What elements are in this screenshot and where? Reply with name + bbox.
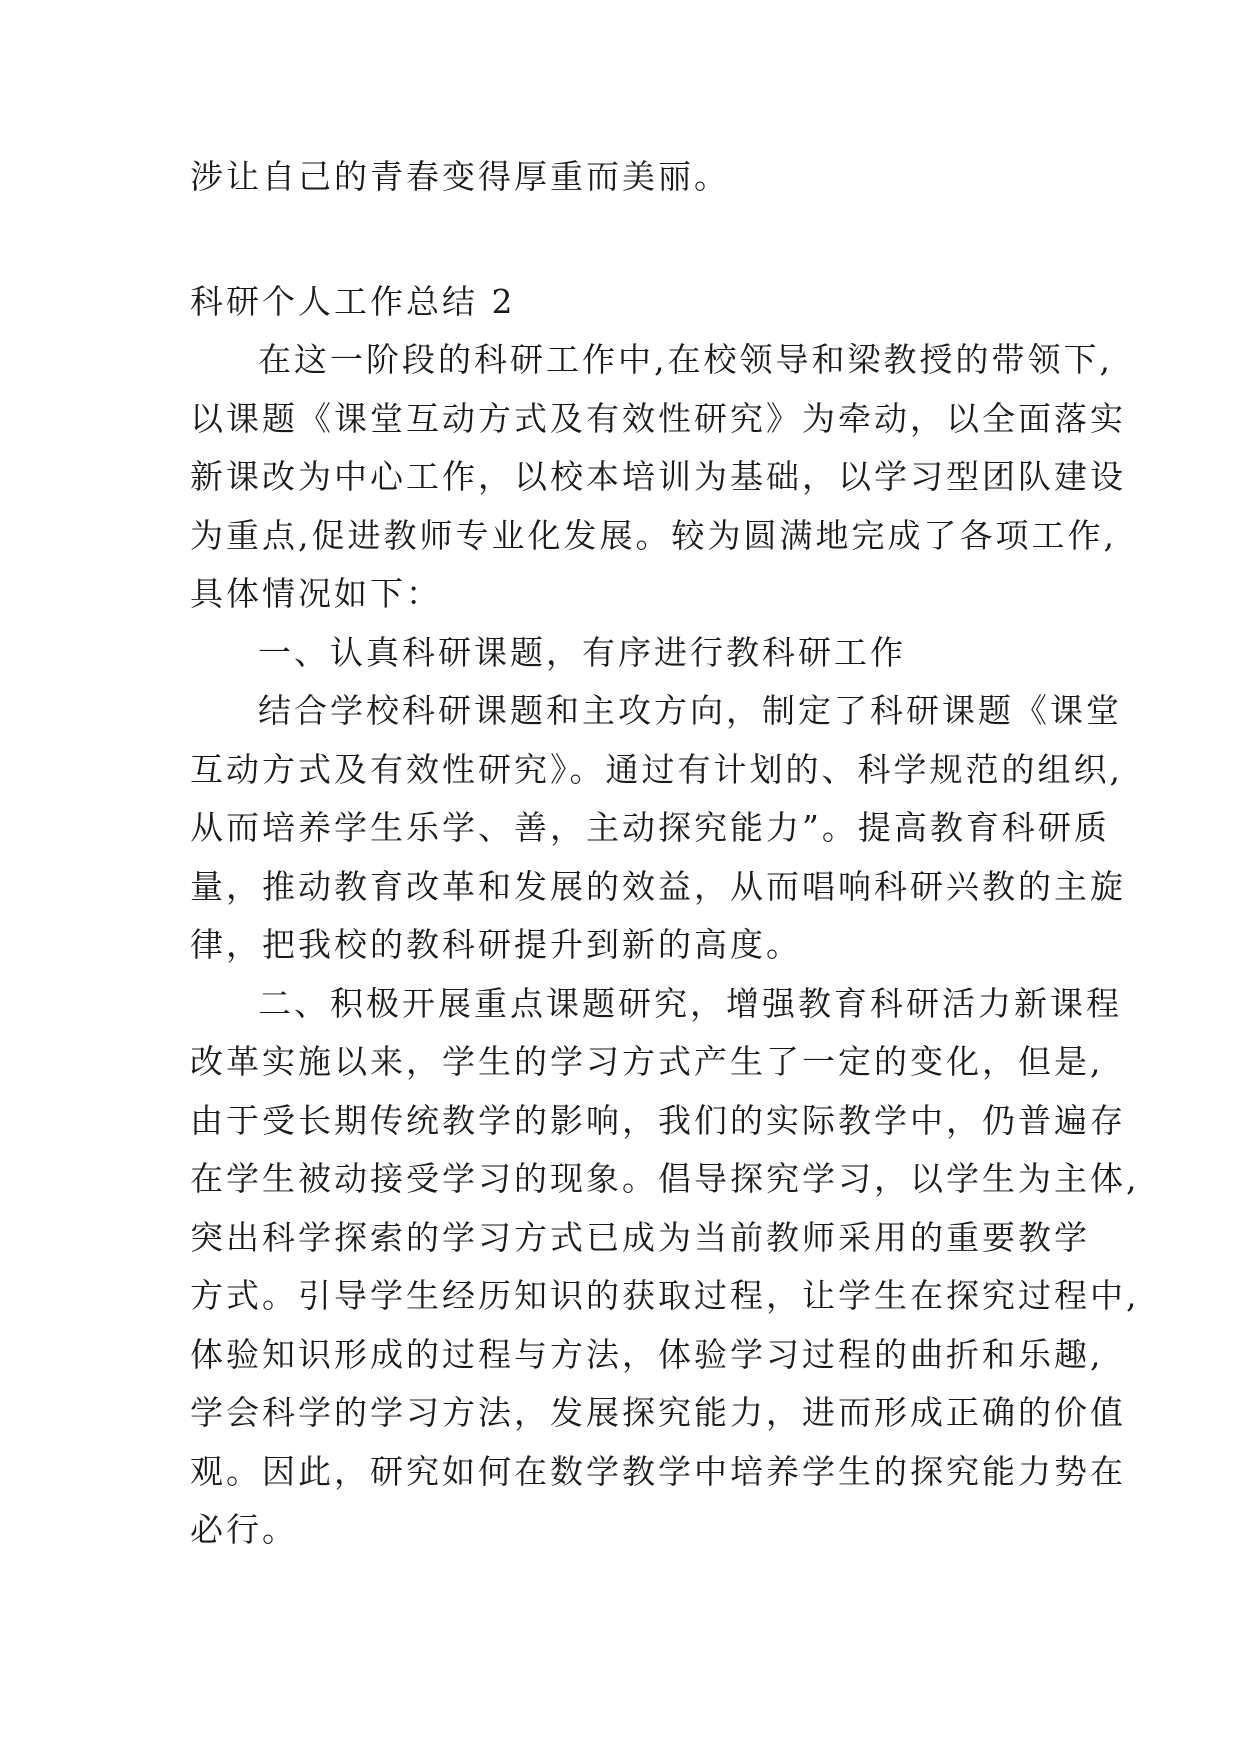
paragraph-3-line: 观。因此，研究如何在数学教学中培养学生的探究能力势在: [190, 1451, 1126, 1491]
paragraph-1-line: 具体情况如下：: [190, 574, 442, 613]
paragraph-3-line: 学会科学的学习方法，发展探究能力，进而形成正确的价值: [190, 1393, 1126, 1432]
paragraph-2-line: 结合学校科研课题和主攻方向，制定了科研课题《课堂: [258, 691, 1122, 730]
paragraph-1-line: 以课题《课堂互动方式及有效性研究》为牵动，以全面落实: [190, 398, 1126, 438]
paragraph-3-line: 必行。: [190, 1510, 298, 1549]
paragraph-2-line: 从而培养学生乐学、善，主动探究能力”。提高教育科研质: [190, 808, 1110, 847]
section-title-text: 科研个人工作总结 2: [190, 282, 516, 321]
paragraph-1-line: 为重点,促进教师专业化发展。较为圆满地完成了各项工作,: [190, 515, 1117, 555]
paragraph-1-line: 新课改为中心工作，以校本培训为基础，以学习型团队建设: [190, 457, 1126, 496]
body-text: [190, 331, 1140, 1560]
heading-1: 一、认真科研课题，有序进行教科研工作: [258, 632, 906, 672]
paragraph-3-line: 体验知识形成的过程与方法，体验学习过程的曲折和乐趣,: [190, 1334, 1104, 1374]
paragraph-3-line: 改革实施以来，学生的学习方式产生了一定的变化，但是,: [190, 1042, 1104, 1081]
paragraph-3-line: 由于受长期传统教学的影响，我们的实际教学中，仍普遍存: [190, 1100, 1126, 1140]
paragraph-1-line: 在这一阶段的科研工作中,在校领导和梁教授的带领下,: [258, 340, 1113, 379]
paragraph-2-line: 律，把我校的教科研提升到新的高度。: [190, 925, 802, 964]
continuation-text: [190, 148, 1060, 207]
paragraph-3-line: 突出科学探索的学习方式已成为当前教师采用的重要教学: [190, 1217, 1090, 1257]
paragraph-3-line: 方式。引导学生经历知识的获取过程，让学生在探究过程中,: [190, 1276, 1140, 1315]
paragraph-2-line: 量，推动教育改革和发展的效益，从而唱响科研兴教的主旋: [190, 866, 1126, 906]
paragraph-3-line: 在学生被动接受学习的现象。倡导探究学习，以学生为主体,: [190, 1159, 1140, 1198]
paragraph-3-line: 二、积极开展重点课题研究，增强教育科研活力新课程: [258, 983, 1122, 1023]
section-title: [190, 273, 1060, 332]
paragraph-2-line: 互动方式及有效性研究》。通过有计划的、科学规范的组织,: [190, 749, 1123, 789]
continuation-line: 涉让自己的青春变得厚重而美丽。: [190, 157, 730, 196]
